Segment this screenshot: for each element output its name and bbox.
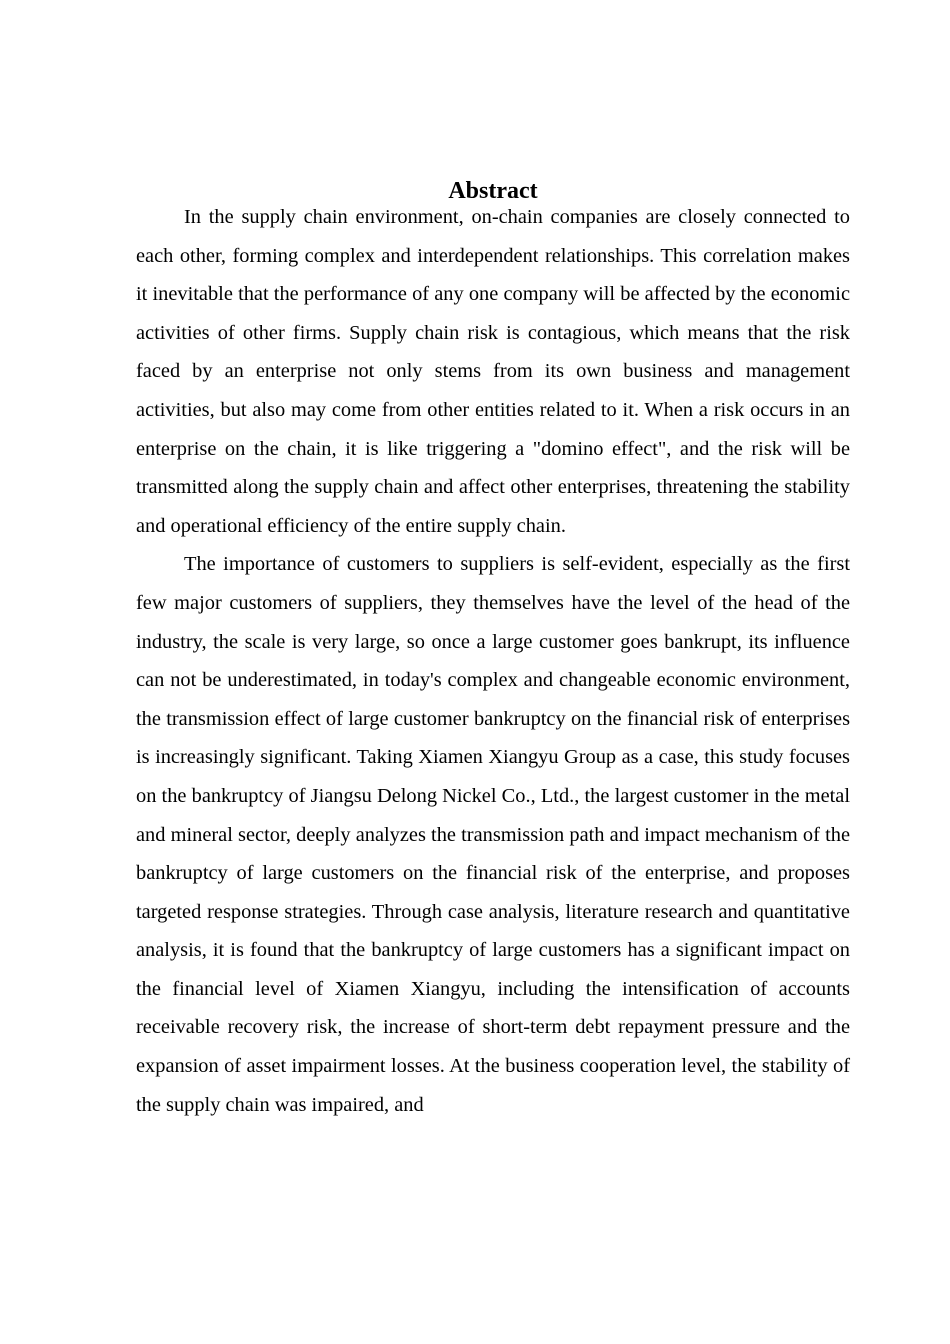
- abstract-body: [136, 198, 850, 1124]
- abstract-paragraph-2: The importance of customers to suppliers is self-evident, especially as the first few major customers of suppliers, they themselves have the level of the head of the industry, the scale is very large, so once a large customer goes bankrupt, its influence can not be underestimated, in today's complex and changeable economic environment, the transmission effect of large customer bankruptcy on the financial risk of enterprises is increasingly significant. Taking Xiamen Xiangyu Group as a case, this study focuses on the bankruptcy of Jiangsu Delong Nickel Co., Ltd., the largest customer in the metal and mineral sector, deeply analyzes the transmission path and impact mechanism of the bankruptcy of large customers on the financial risk of the enterprise, and proposes targeted response strategies. Through case analysis, literature research and quantitative analysis, it is found that the bankruptcy of large customers has a significant impact on the financial level of Xiamen Xiangyu, including the intensification of accounts receivable recovery risk, the increase of short-term debt repayment pressure and the expansion of asset impairment losses. At the business cooperation level, the stability of the supply chain was impaired, and: [136, 553, 850, 1116]
- abstract-paragraph-1: In the supply chain environment, on-chain companies are closely connected to each other, forming complex and interdependent relationships. This correlation makes it inevitable that the performance of any one company will be affected by the economic activities of other firms. Supply chain risk is contagious, which means that the risk faced by an enterprise not only stems from its own business and management activities, but also may come from other entities related to it. When a risk occurs in an enterprise on the chain, it is like triggering a "domino effect", and the risk will be transmitted along the supply chain and affect other enterprises, threatening the stability and operational efficiency of the entire supply chain.: [136, 206, 850, 537]
- abstract-title: Abstract: [448, 178, 538, 205]
